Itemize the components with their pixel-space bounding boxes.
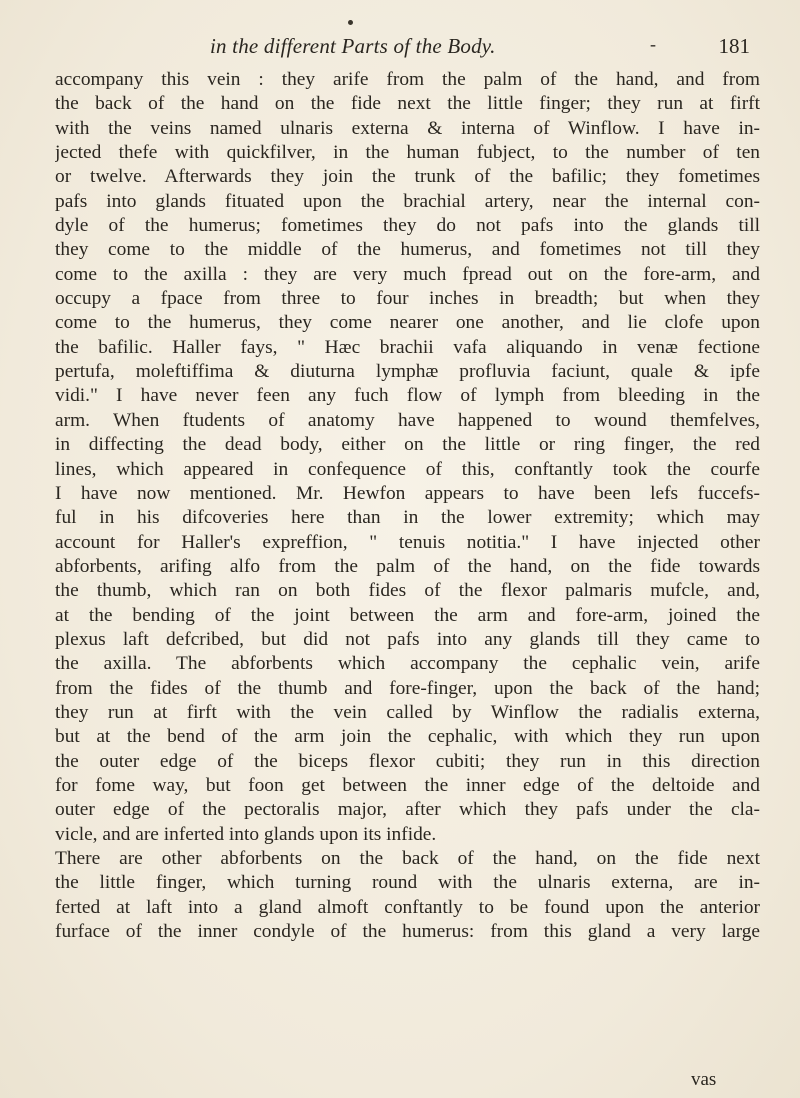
text-line: they come to the middle of the humerus, and fometimes not till they (55, 239, 760, 261)
text-line: from the fides of the thumb and fore-finger, upon the back of the hand; (55, 677, 760, 699)
text-line: abforbents, arifing alfo from the palm of the hand, on the fide towards (55, 555, 760, 577)
text-line: occupy a fpace from three to four inches in breadth; but when they (55, 288, 760, 310)
text-line: jected thefe with quickfilver, in the human fubject, to the number of ten (55, 142, 760, 164)
text-line: in diffecting the dead body, either on the little or ring finger, the red (55, 434, 760, 456)
text-line: vicle, and are inferted into glands upon its infide. (55, 823, 437, 845)
text-line: There are other abforbents on the back of the hand, on the fide next (55, 848, 760, 869)
running-title: in the different Parts of the Body. (210, 34, 496, 58)
text-line: ful in his difcoveries here than in the lower extremity; which may (55, 507, 760, 529)
text-line: account for Haller's expreffion, " tenuis notitia." I have injected other (55, 531, 760, 553)
catchword: vas (691, 1069, 717, 1090)
text-line: pertufa, moleftiffima & diuturna lymphæ profluvia faciunt, quale & ipfe (55, 361, 760, 383)
text-line: for fome way, but foon get between the inner edge of the deltoide and (55, 774, 760, 796)
text-line: plexus laft defcribed, but did not pafs into any glands till they came to (55, 628, 760, 650)
text-line: they run at firft with the vein called by Winflow the radialis externa, (55, 701, 760, 723)
text-line: furface of the inner condyle of the humerus: from this gland a very large (55, 921, 760, 943)
page-number: 181 (718, 34, 750, 58)
text-line: but at the bend of the arm join the cephalic, with which they run upon (55, 726, 760, 748)
text-line: at the bending of the joint between the arm and fore-arm, joined the (55, 604, 760, 626)
text-line: the little finger, which turning round with the ulnaris externa, are in- (55, 872, 760, 894)
text-line: outer edge of the pectoralis major, after which they pafs under the cla- (55, 799, 760, 821)
text-line: I have now mentioned. Mr. Hewfon appears to have been lefs fuccefs- (55, 482, 760, 504)
ornament-dot (348, 20, 353, 25)
header-dash: - (650, 34, 656, 54)
text-line: the thumb, which ran on both fides of the flexor palmaris mufcle, and, (55, 580, 760, 602)
text-line: arm. When ftudents of anatomy have happened to wound themfelves, (55, 409, 760, 431)
text-line: the bafilic. Haller fays, " Hæc brachii vafa aliquando in venæ fectione (55, 336, 760, 358)
text-line: with the veins named ulnaris externa & interna of Winflow. I have in- (55, 117, 760, 139)
text-line: pafs into glands fituated upon the brachial artery, near the internal con- (55, 190, 760, 212)
text-line: or twelve. Afterwards they join the trunk of the bafilic; they fometimes (55, 166, 760, 188)
page-header (60, 20, 750, 60)
text-line: the axilla. The abforbents which accompany the cephalic vein, arife (55, 653, 760, 675)
text-line: the back of the hand on the fide next the little finger; they run at firft (55, 93, 760, 115)
text-line: lines, which appeared in confequence of this, conftantly took the courfe (55, 458, 760, 480)
text-line: come to the axilla : they are very much fpread out on the fore-arm, and (55, 263, 760, 285)
text-line: accompany this vein : they arife from the palm of the hand, and from (55, 69, 760, 90)
text-line: vidi." I have never feen any fuch flow of lymph from bleeding in the (55, 385, 760, 407)
text-line: dyle of the humerus; fometimes they do not pafs into the glands till (55, 215, 760, 237)
text-line: come to the humerus, they come nearer one another, and lie clofe upon (55, 312, 760, 334)
text-line: the outer edge of the biceps flexor cubiti; they run in this direction (55, 750, 760, 772)
body-text (55, 68, 760, 944)
text-line: ferted at laft into a gland almoft conftantly to be found upon the anterior (55, 896, 760, 918)
